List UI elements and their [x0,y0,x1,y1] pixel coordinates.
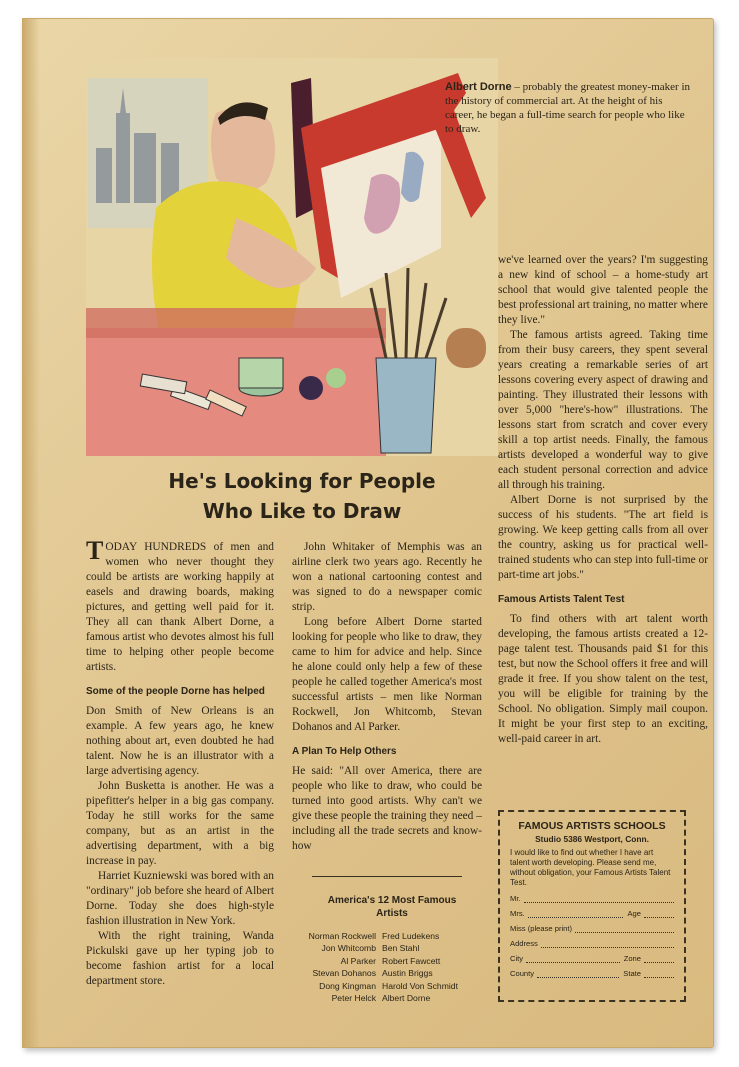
paragraph: TODAY HUNDREDS of men and women who never thought they could be artists are working happily at easels and drawing boards, making pictures, and getting well paid for it. They all can thank Albert Dorne, a famous artist who devotes almost his full time to helping other people become artists. [86,536,274,673]
coupon-studio: Studio 5386 Westport, Conn. [535,834,649,844]
miss-field[interactable]: Miss (please print) [510,924,674,933]
caption-name: Albert Dorne [445,81,512,93]
article-column-1 [86,536,274,989]
illustration-caption [445,80,690,136]
city-zone-field[interactable]: City Zone [510,954,674,963]
drop-cap: T [86,536,104,565]
artist-illustration [86,58,498,456]
paragraph: Long before Albert Dorne started looking for people who like to draw, they came to him for advice and help. Since he alone could only help a few of these people he called together America's most successful artists – men like Norman Rockwell, Jon Whitcomb, Stevan Dohanos and Al Parker. [292,616,482,733]
article-column-3 [498,253,708,747]
paragraph: Albert Dorne is not surprised by the success of his students. "The art field is growing. We keep getting calls from all over the country, asking us for practical well-trained students who can step into full-time or part-time art jobs." [498,494,708,581]
mr-field[interactable]: Mr. [510,894,674,903]
artist-row: Al Parker Robert Fawcett [340,955,441,966]
coupon-title: FAMOUS ARTISTS SCHOOLS [518,820,666,832]
artist-row: Jon Whitcomb Ben Stahl [321,943,420,954]
mail-coupon[interactable] [498,810,686,1002]
subheading: Famous Artists Talent Test [498,594,625,605]
paragraph: John Busketta is another. He was a pipefitter's helper in a big gas company. Today he still works for the same company, but as an artist in the advertising department, with a big increase in pay. [86,780,274,867]
paragraph: With the right training, Wanda Pickulski gave up her typing job to become fashion artist for a local department store. [86,930,274,987]
paragraph: John Whitaker of Memphis was an airline clerk two years ago. Recently he won a national cartooning contest and was signed to do a newspaper comic strip. [292,541,482,613]
paragraph: He said: "All over America, there are people who like to draw, who could be turned into good artists. Why can't we give these people the training they need – including all the trade secrets and know-how [292,765,482,852]
subheading: A Plan To Help Others [292,746,397,757]
address-field[interactable]: Address [510,939,674,948]
paragraph: Don Smith of New Orleans is an example. A few years ago, he knew nothing about art, even doubted he had talent. Now he is an illustrator with a large advertising agency. [86,705,274,777]
subheading: Some of the people Dorne has helped [86,686,265,697]
county-state-field[interactable]: County State [510,969,674,978]
headline-line2: Who Like to Draw [202,499,402,523]
paragraph: Harriet Kuzniewski was bored with an "ordinary" job before she heard of Albert Dorne. Today she does high-style fashion illustration in New York. [86,870,274,927]
page-headline [102,466,502,526]
artist-row: Stevan Dohanos Austin Briggs [312,968,433,979]
artist-row: Norman Rockwell Fred Ludekens [308,931,440,941]
artist-row: Dong Kingman Harold Von Schmidt [319,980,458,991]
paragraph: we've learned over the years? I'm suggesting a new kind of school – a home-study art school that would give talented people the best professional art training, no matter where they live." [498,254,708,326]
divider [312,876,462,877]
paragraph: The famous artists agreed. Taking time from their busy careers, they spent several years creating a remarkable series of art lessons covering every aspect of drawing and painting. They illustrated their lessons with over 5,000 "here's-how" illustrations. The lessons start from scratch and cover every skill a top artist needs. Finally, the famous artists developed a wonderful way to give each student personal correction and advice all through his training. [498,329,708,491]
artists-list-title: America's 12 Most Famous Artists [327,895,457,919]
artist-row: Peter Helck Albert Dorne [331,993,431,1004]
artists-list [290,930,490,1004]
paragraph: To find others with art talent worth developing, the famous artists created a 12-page talent test. Thousands paid $1 for this test, but now the School offers it free and will grade it free. If you show talent on the test, you will be eligible for training by the School. No obligation. Simply mail coupon. It might be your first step to an exciting, well-paid career in art. [498,613,708,745]
caption-text: – probably the greatest money-maker in the history of commercial art. At the height of his career, he began a full-time search for people who like to draw. [445,81,691,135]
coupon-message: I would like to find out whether I have art talent worth developing. Please send me, without obligation, your Famous Artists Talent Test. [510,848,671,887]
mrs-age-field[interactable]: Mrs. Age [510,909,674,918]
comic-back-page [22,18,714,1048]
article-column-2 [292,540,482,854]
headline-line1: He's Looking for People [168,469,436,493]
